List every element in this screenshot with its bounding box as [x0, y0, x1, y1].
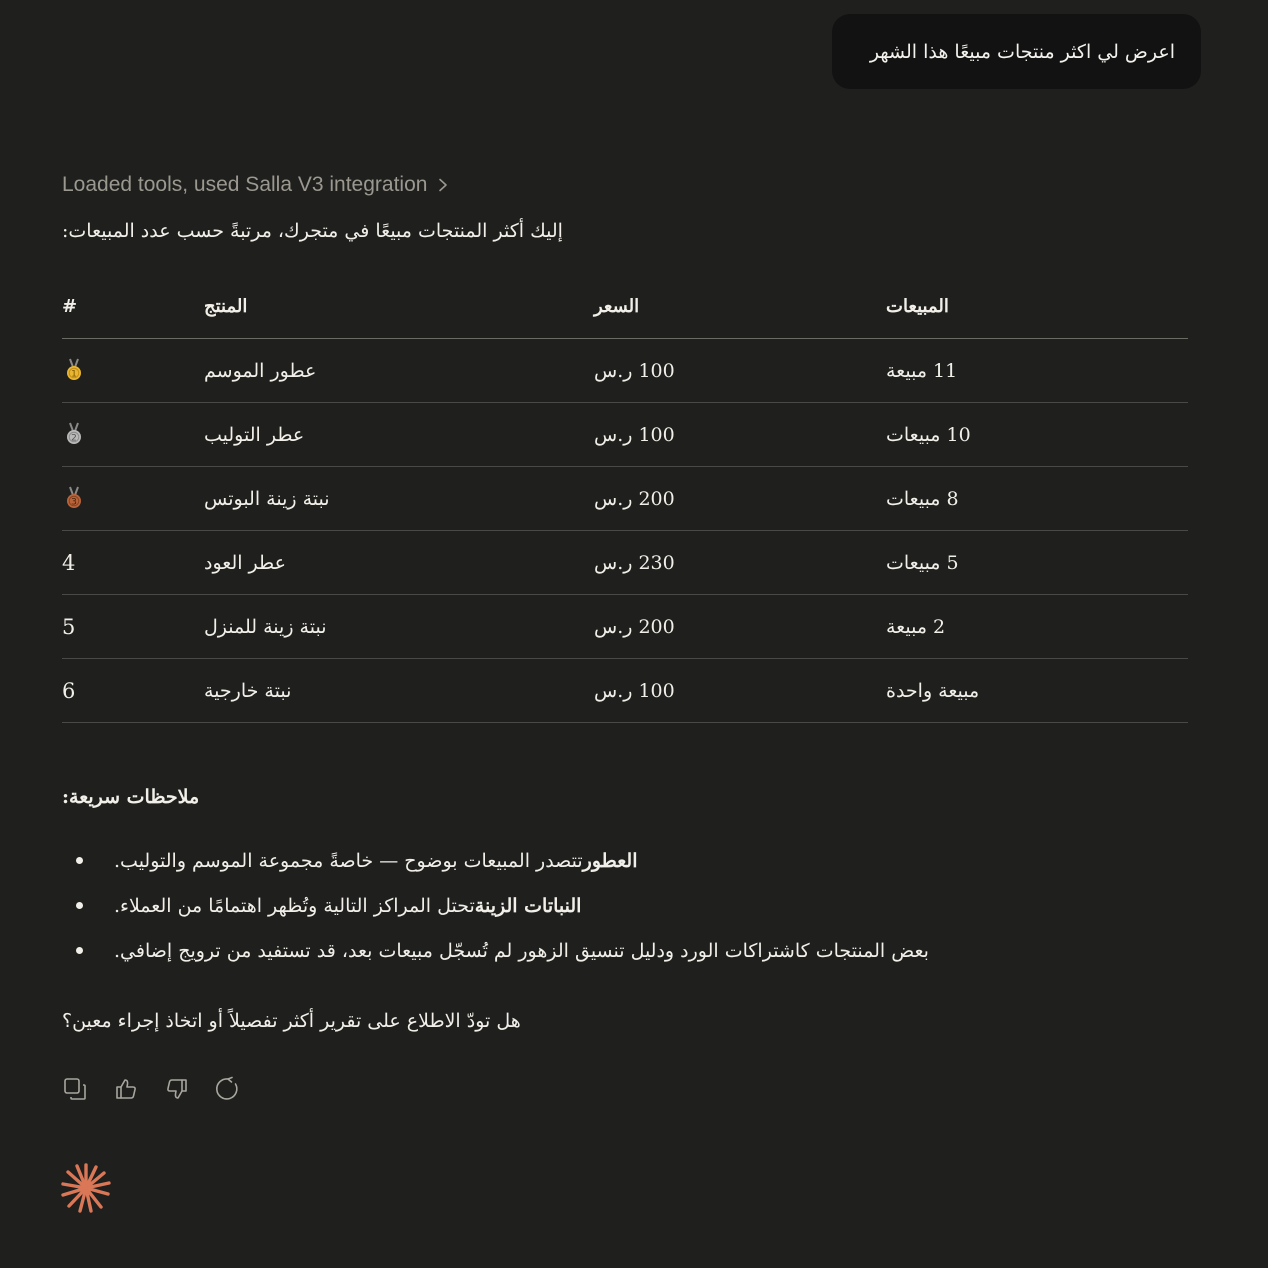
svg-text:3: 3 — [71, 497, 77, 507]
rank-number: 5 — [62, 614, 76, 639]
svg-text:2: 2 — [71, 433, 77, 443]
user-message-bubble — [832, 14, 1201, 89]
table-row — [62, 659, 1188, 723]
product-price: 200 ر.س — [594, 487, 675, 510]
note-emphasis: العطور — [582, 849, 638, 872]
rank-number: 6 — [62, 678, 76, 703]
product-name: عطور الموسم — [204, 359, 317, 382]
notes-heading: ملاحظات سريعة: — [62, 786, 200, 808]
list-item — [62, 883, 929, 928]
thumbs-up-button[interactable] — [113, 1076, 139, 1102]
product-sales: 11 مبيعة — [886, 359, 958, 382]
table-row — [62, 339, 1188, 403]
thumbs-down-button[interactable] — [164, 1076, 190, 1102]
header-sales: المبيعات — [886, 295, 949, 317]
product-name: نبتة زينة البوتس — [204, 487, 330, 510]
product-name: نبتة خارجية — [204, 679, 292, 702]
follow-up-question: هل تودّ الاطلاع على تقرير أكثر تفصيلاً أو اتخاذ إجراء معين؟ — [62, 1010, 521, 1032]
note-text-wrapper — [114, 850, 643, 872]
product-price: 100 ر.س — [594, 359, 675, 382]
retry-icon — [215, 1076, 241, 1102]
retry-button[interactable] — [215, 1076, 241, 1102]
best-sellers-table — [62, 274, 1188, 723]
user-message-text: اعرض لي اكثر منتجات مبيعًا هذا الشهر — [869, 40, 1175, 63]
bullet-dot — [76, 947, 83, 954]
header-rank: # — [62, 295, 78, 317]
product-sales: 8 مبيعات — [886, 487, 959, 510]
product-sales: 5 مبيعات — [886, 551, 959, 574]
note-text-wrapper — [114, 940, 929, 962]
svg-text:1: 1 — [71, 369, 77, 379]
list-item — [62, 838, 929, 883]
table-header-row — [62, 274, 1188, 339]
product-sales: 10 مبيعات — [886, 423, 971, 446]
product-price: 100 ر.س — [594, 679, 675, 702]
chevron-right-icon — [437, 178, 449, 192]
product-name: نبتة زينة للمنزل — [204, 615, 327, 638]
product-sales: مبيعة واحدة — [886, 679, 980, 702]
bronze-medal-icon — [62, 467, 86, 530]
list-item — [62, 928, 929, 973]
bullet-dot — [76, 902, 83, 909]
header-product: المنتج — [204, 295, 248, 317]
table-row — [62, 531, 1188, 595]
copy-icon — [63, 1077, 87, 1101]
bullet-dot — [76, 857, 83, 864]
gold-medal-icon — [62, 339, 86, 402]
silver-medal-icon — [62, 403, 86, 466]
note-text: تتصدر المبيعات بوضوح — خاصةً مجموعة الموسم والتوليب. — [114, 849, 583, 872]
note-text: تحتل المراكز التالية وتُظهر اهتمامًا من العملاء. — [114, 894, 475, 917]
rank-number: 4 — [62, 550, 76, 575]
response-intro: إليك أكثر المنتجات مبيعًا في متجرك، مرتبةً حسب عدد المبيعات: — [62, 220, 563, 242]
table-row — [62, 467, 1188, 531]
product-price: 100 ر.س — [594, 423, 675, 446]
product-name: عطر العود — [204, 551, 286, 574]
tools-summary-label: Loaded tools, used Salla V3 integration — [62, 173, 428, 196]
copy-button[interactable] — [62, 1076, 88, 1102]
table-row — [62, 595, 1188, 659]
note-emphasis: النباتات الزينة — [474, 894, 582, 917]
product-name: عطر التوليب — [204, 423, 305, 446]
thumbs-down-icon — [165, 1077, 189, 1101]
message-actions — [62, 1076, 241, 1102]
note-text: بعض المنتجات كاشتراكات الورد ودليل تنسيق الزهور لم تُسجّل مبيعات بعد، قد تستفيد من ترويج إضافي. — [114, 939, 929, 962]
thumbs-up-icon — [114, 1077, 138, 1101]
product-price: 200 ر.س — [594, 615, 675, 638]
header-price: السعر — [594, 295, 640, 317]
notes-list — [62, 838, 929, 973]
table-row — [62, 403, 1188, 467]
claude-spark-icon — [60, 1162, 112, 1218]
tools-summary-toggle[interactable] — [62, 170, 449, 200]
product-sales: 2 مبيعة — [886, 615, 946, 638]
note-text-wrapper — [114, 895, 587, 917]
product-price: 230 ر.س — [594, 551, 675, 574]
